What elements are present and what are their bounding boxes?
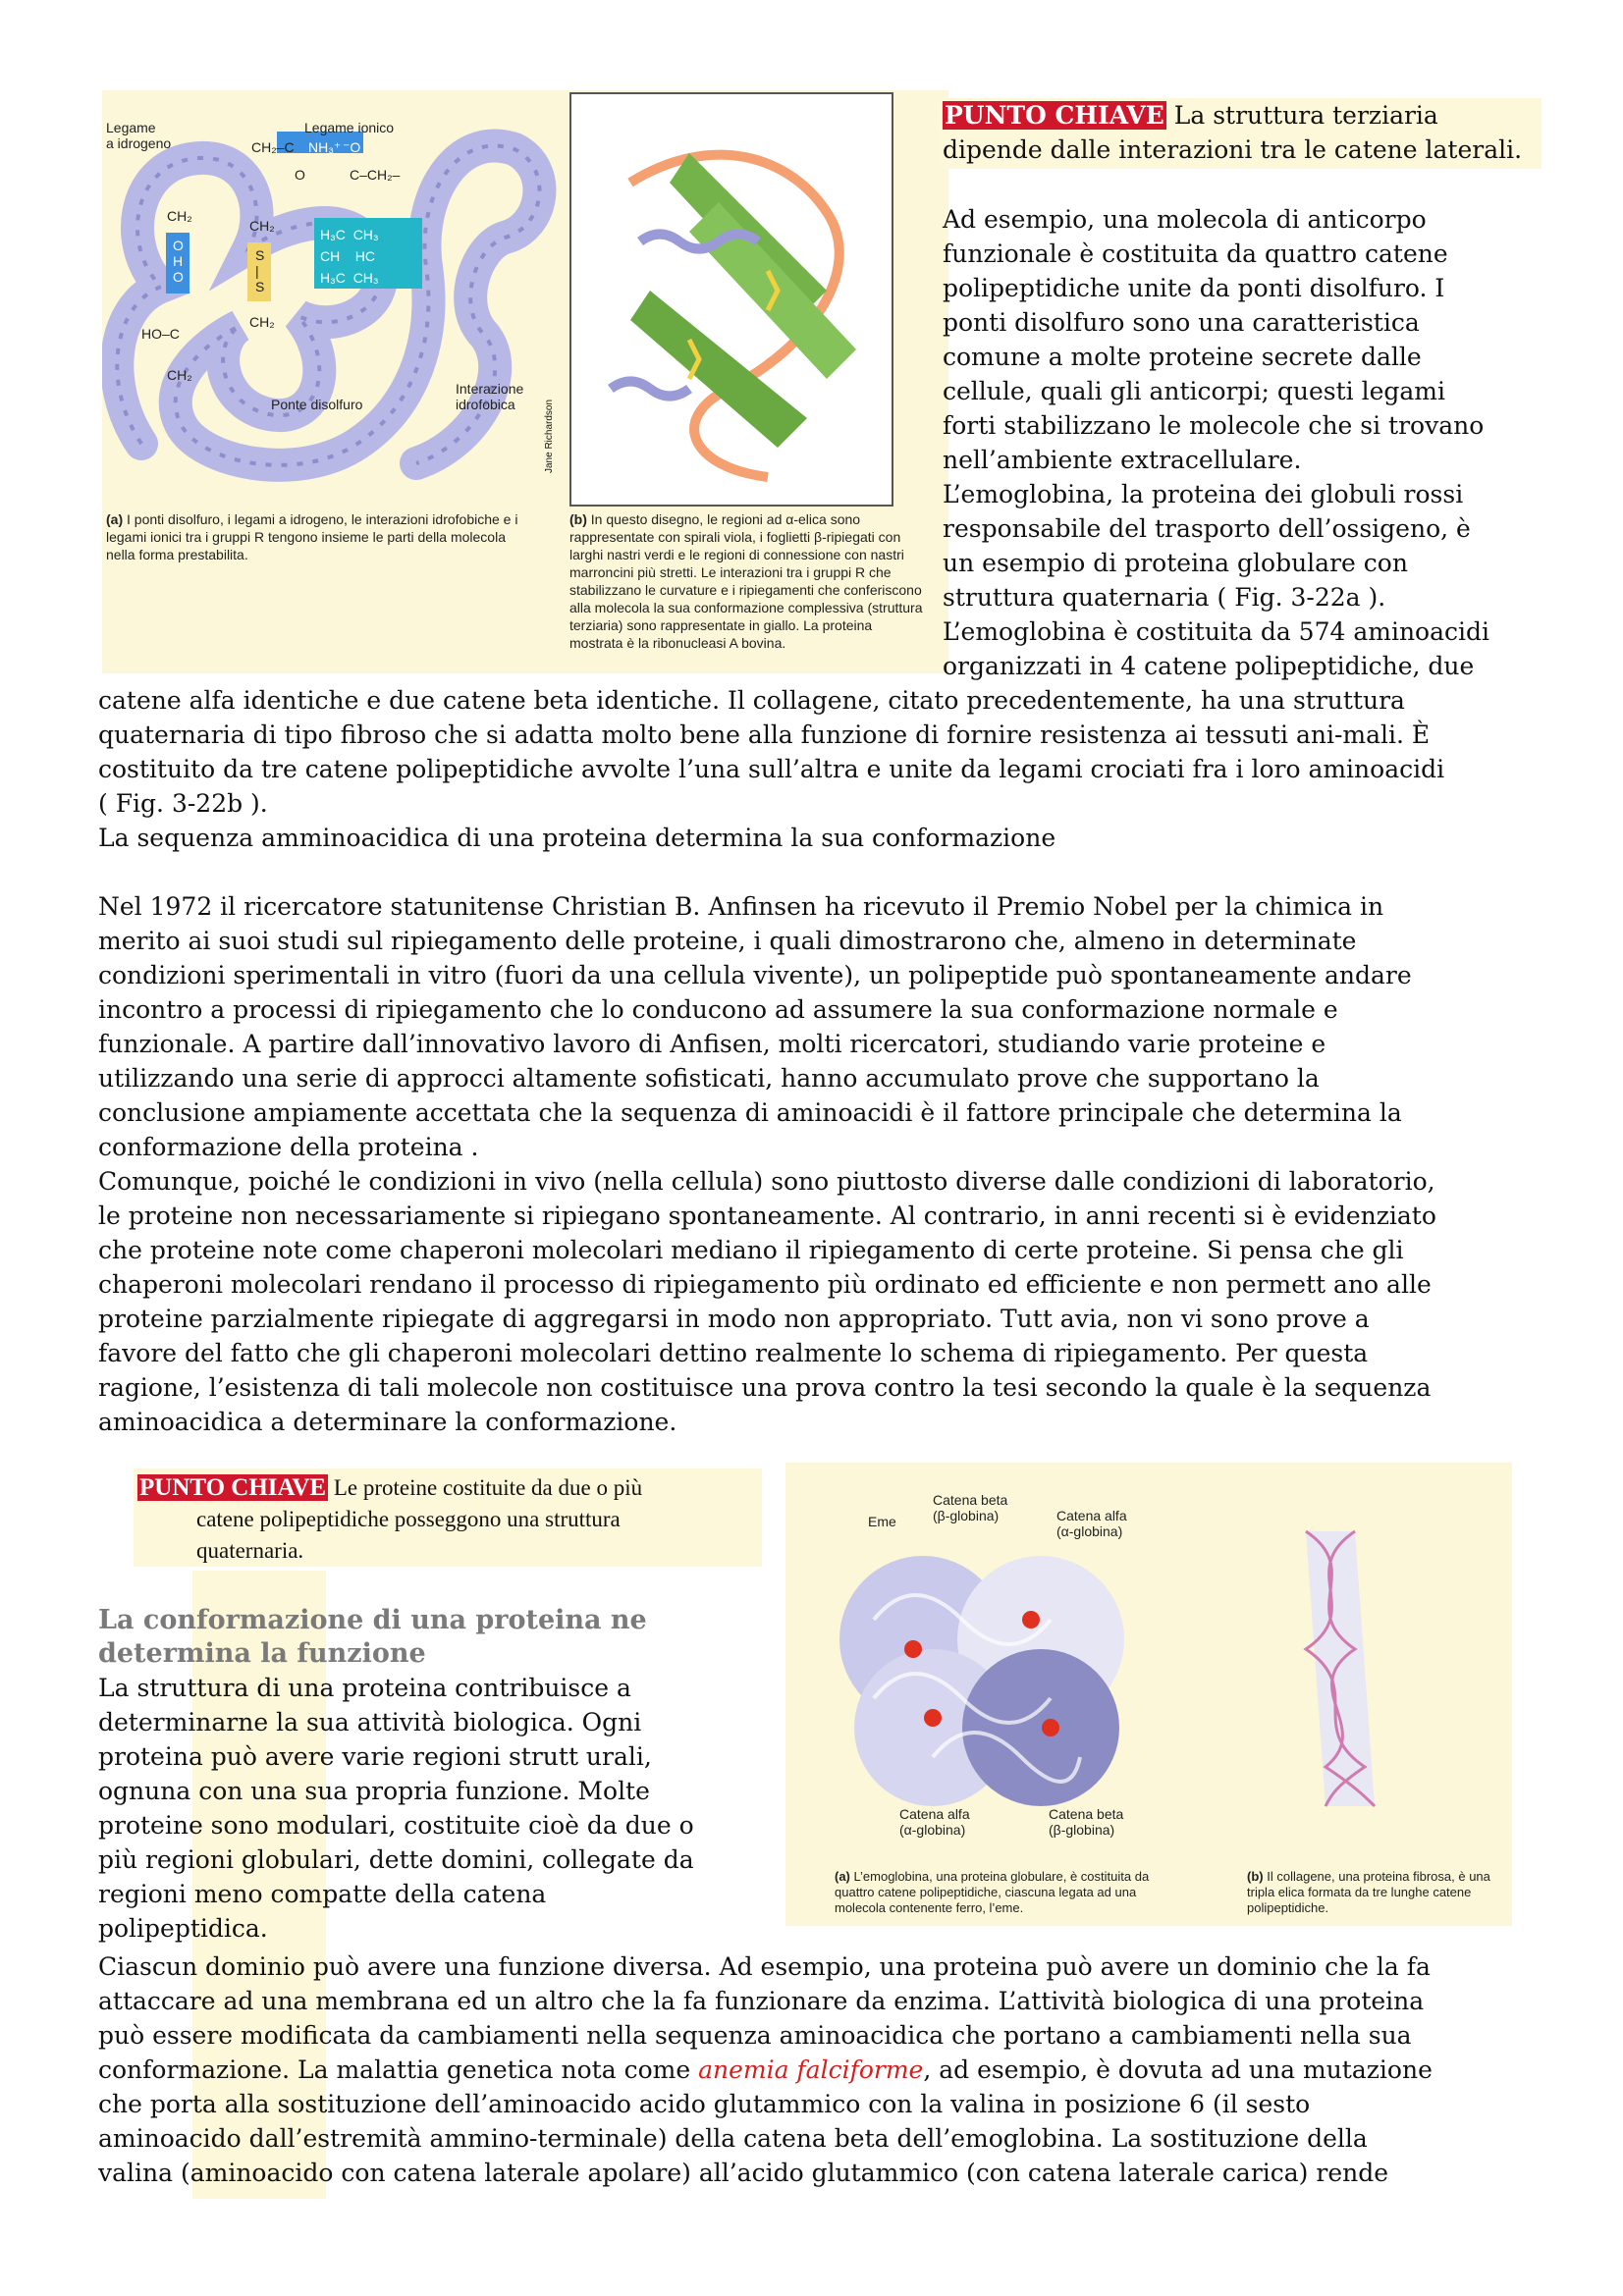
text-line: determinarne la sua attività biologica. Ogni bbox=[98, 1708, 642, 1736]
label-beta-bottom: Catena beta (β-globina) bbox=[1049, 1806, 1124, 1838]
paragraph-domains bbox=[98, 1949, 1551, 2190]
text-line: conformazione della proteina . bbox=[98, 1133, 479, 1161]
chem-ch2-left: CH₂ bbox=[167, 208, 192, 224]
chem-ho-c: HO–C bbox=[141, 326, 180, 342]
col-line: ponti disolfuro sono una caratteristica bbox=[943, 308, 1420, 337]
text-line: Comunque, poiché le condizioni in vivo (nella cellula) sono piuttosto diverse dalle condizioni di laboratorio, bbox=[98, 1167, 1435, 1196]
caption-a bbox=[106, 510, 518, 563]
text-line: proteine sono modulari, costituite cioè da due o bbox=[98, 1811, 694, 1840]
key-point-1-body: La struttura terziaria dipende dalle interazioni tra le catene laterali. bbox=[943, 101, 1523, 164]
text-line: costituito da tre catene polipeptidiche avvolte l’una sull’altra e unite da legami crociati fra i loro aminoacidi bbox=[98, 755, 1445, 783]
col-line: Ad esempio, una molecola di anticorpo bbox=[943, 205, 1427, 234]
section-heading-line1: La conformazione di una proteina ne bbox=[98, 1605, 647, 1635]
figure-tertiary-structure bbox=[102, 90, 948, 673]
label-beta-top: Catena beta (β-globina) bbox=[933, 1492, 1008, 1523]
credit-jane-richardson: Jane Richardson bbox=[544, 399, 555, 473]
text-line-sickle bbox=[98, 2053, 1551, 2087]
paragraph-collagen bbox=[98, 683, 1551, 855]
col-line: L’emoglobina è costituita da 574 aminoacidi bbox=[943, 617, 1489, 646]
text-conf-a: conformazione. La malattia genetica nota come bbox=[98, 2056, 699, 2084]
text-line: ragione, l’esistenza di tali molecole non costituisce una prova contro la tesi secondo la quale è la sequenza bbox=[98, 1373, 1432, 1402]
text-line: conclusione ampiamente accettata che la sequenza di aminoacidi è il fattore principale che determina la bbox=[98, 1098, 1402, 1127]
key-point-1-badge: PUNTO CHIAVE bbox=[945, 101, 1164, 130]
text-line: valina (aminoacido con catena laterale apolare) all’acido glutammico (con catena laterale carica) rende bbox=[98, 2159, 1389, 2187]
text-line: proteine parzialmente ripiegate di aggregarsi in modo non appropriato. Tutt avia, non vi sono prove a bbox=[98, 1305, 1370, 1333]
right-column-text bbox=[943, 202, 1571, 683]
col-line: polipeptidiche unite da ponti disolfuro. I bbox=[943, 274, 1445, 302]
chem-c-ch2: C–CH₂– bbox=[350, 167, 401, 183]
chem-oho: O H O bbox=[173, 238, 184, 285]
key-point-2-text bbox=[137, 1472, 766, 1567]
term-anemia-falciforme: anemia falciforme bbox=[698, 2056, 924, 2084]
section-subtitle: La sequenza amminoacidica di una proteina determina la sua conformazione bbox=[98, 824, 1056, 852]
text-line: chaperoni molecolari rendano il processo di ripiegamento più ordinato ed efficiente e non permett ano alle bbox=[98, 1270, 1432, 1299]
text-line: le proteine non necessariamente si ripiegano spontaneamente. Al contrario, in anni recenti si è evidenziato bbox=[98, 1201, 1436, 1230]
chem-ch2-bottom: CH₂ bbox=[167, 367, 192, 383]
text-line: catene alfa identiche e due catene beta identiche. Il collagene, citato precedentemente, ha una struttura bbox=[98, 686, 1405, 715]
text-line: utilizzando una serie di approcci altamente sofisticati, hanno accumulato prove che supportano la bbox=[98, 1064, 1320, 1093]
text-line: più regioni globulari, dette domini, collegate da bbox=[98, 1845, 694, 1874]
chem-nh3: NH₃⁺ bbox=[308, 139, 342, 155]
col-line: forti stabilizzano le molecole che si trovano bbox=[943, 411, 1485, 440]
label-ionic-bond: Legame ionico bbox=[304, 120, 395, 135]
key-point-2-line1: Le proteine costituite da due o più bbox=[333, 1475, 643, 1500]
chem-ch2-c: CH₂–C bbox=[251, 139, 295, 155]
caption-b-label: (b) bbox=[569, 511, 587, 527]
text-line: Nel 1972 il ricercatore statunitense Christian B. Anfinsen ha ricevuto il Premio Nobel per la chimica in bbox=[98, 892, 1384, 921]
caption-a-label: (a) bbox=[106, 511, 124, 527]
hemoglobin-illustration bbox=[815, 1531, 1168, 1826]
text-line: favore del fatto che gli chaperoni molecolari dettino realmente lo schema di ripiegamento. Per questa bbox=[98, 1339, 1369, 1367]
chem-s-s: S | S bbox=[255, 247, 265, 294]
text-line: aminoacido dall’estremità ammino-terminale) della catena beta dell’emoglobina. La sostituzione della bbox=[98, 2124, 1368, 2153]
text-line: quaternaria di tipo fibroso che si adatta molto bene alla funzione di fornire resistenza ai tessuti ani-mali. È bbox=[98, 721, 1431, 749]
chem-o-neg: ⁻O bbox=[343, 139, 361, 155]
text-line: condizioni sperimentali in vitro (fuori da una cellula vivente), un polipeptide può spontaneamente andare bbox=[98, 961, 1412, 989]
text-line: proteina può avere varie regioni strutt urali, bbox=[98, 1742, 652, 1771]
chem-o-double: O bbox=[295, 167, 305, 183]
label-hydrogen-bond: Legame a idrogeno bbox=[106, 120, 172, 151]
caption-collagen-label: (b) bbox=[1247, 1869, 1264, 1884]
figure-quaternary-structure bbox=[785, 1463, 1512, 1926]
chem-hydrophobic: H₃C CH₃ CH HC H₃C CH₃ bbox=[320, 227, 379, 286]
col-line: funzionale è costituita da quattro catene bbox=[943, 240, 1448, 268]
caption-hemoglobin-text: L’emoglobina, una proteina globulare, è costituita da quattro catene polipeptidiche, ciascuna legata ad una molecola contenente ferro, l’eme. bbox=[835, 1869, 1150, 1915]
text-line: ( Fig. 3-22b ). bbox=[98, 789, 268, 818]
ribonuclease-image bbox=[569, 92, 893, 507]
key-point-2-line3: quaternaria. bbox=[196, 1538, 304, 1563]
col-line: cellule, quali gli anticorpi; questi legami bbox=[943, 377, 1445, 405]
collagen-illustration bbox=[1276, 1522, 1384, 1816]
paragraph-anfinsen bbox=[98, 889, 1551, 1439]
caption-collagen-text: Il collagene, una proteina fibrosa, è una tripla elica formata da tre lunghe catene polipeptidiche. bbox=[1247, 1869, 1490, 1915]
text-line: ognuna con una sua propria funzione. Molte bbox=[98, 1777, 650, 1805]
text-line: merito ai suoi studi sul ripiegamento delle proteine, i quali dimostrarono che, almeno in determinate bbox=[98, 927, 1357, 955]
text-line: Ciascun dominio può avere una funzione diversa. Ad esempio, una proteina può avere un dominio che la fa bbox=[98, 1952, 1431, 1981]
label-eme: Eme bbox=[868, 1514, 896, 1529]
label-hydrophobic: Interazione idrofobica bbox=[456, 381, 524, 412]
section-heading-line2: determina la funzione bbox=[98, 1638, 426, 1669]
text-line: aminoacidica a determinare la conformazione. bbox=[98, 1408, 677, 1436]
key-point-2-line2: catene polipeptidiche posseggono una struttura bbox=[196, 1507, 621, 1531]
col-line: un esempio di proteina globulare con bbox=[943, 549, 1408, 577]
text-line: può essere modificata da cambiamenti nella sequenza aminoacidica che portano a cambiamenti nella sua bbox=[98, 2021, 1412, 2050]
section-function bbox=[98, 1604, 766, 1946]
caption-b-text: In questo disegno, le regioni ad α-elica sono rappresentate con spirali viola, i foglietti β-ripiegati con larghi nastri verdi e le regioni di connessione con nastri marroncini più stretti. Le interazioni tra i gruppi R che stabilizzano le curvature e i ripiegamenti che conferiscono alla molecola la sua conformazione complessiva (struttura terziaria) sono rappresentate in giallo. La proteina mostrata è la ribonucleasi A bovina. bbox=[569, 511, 923, 651]
caption-b bbox=[569, 510, 925, 652]
col-line: responsabile del trasporto dell’ossigeno, è bbox=[943, 514, 1471, 543]
text-line: incontro a processi di ripiegamento che lo conducono ad assumere la sua conformazione normale e bbox=[98, 995, 1338, 1024]
col-line: L’emoglobina, la proteina dei globuli rossi bbox=[943, 480, 1464, 508]
caption-a-text: I ponti disolfuro, i legami a idrogeno, le interazioni idrofobiche e i legami ionici tra i gruppi R tengono insieme le parti della molecola nella forma prestabilita. bbox=[106, 511, 518, 562]
chem-ch2-mid2: CH₂ bbox=[249, 314, 275, 330]
col-line: comune a molte proteine secrete dalle bbox=[943, 343, 1422, 371]
col-line: struttura quaternaria ( Fig. 3-22a ). bbox=[943, 583, 1386, 612]
label-alfa-top: Catena alfa (α-globina) bbox=[1056, 1508, 1127, 1539]
label-disulfide-bridge: Ponte disolfuro bbox=[271, 397, 363, 412]
text-line: che proteine note come chaperoni molecolari mediano il ripiegamento di certe proteine. Si pensa che gli bbox=[98, 1236, 1404, 1264]
ribbon-diagram bbox=[571, 94, 892, 505]
caption-collagen bbox=[1247, 1869, 1492, 1916]
label-alfa-bottom: Catena alfa (α-globina) bbox=[899, 1806, 970, 1838]
text-conf-b: , ad esempio, è dovuta ad una mutazione bbox=[923, 2056, 1433, 2084]
text-line: funzionale. A partire dall’innovativo lavoro di Anfisen, molti ricercatori, studiando varie proteine e bbox=[98, 1030, 1326, 1058]
key-point-1-text bbox=[943, 98, 1542, 167]
text-line: regioni meno compatte della catena bbox=[98, 1880, 547, 1908]
chem-ch2-mid: CH₂ bbox=[249, 218, 275, 234]
text-line: La struttura di una proteina contribuisce a bbox=[98, 1674, 631, 1702]
col-line: organizzati in 4 catene polipeptidiche, due bbox=[943, 652, 1475, 680]
key-point-2-badge: PUNTO CHIAVE bbox=[139, 1474, 327, 1501]
caption-hemoglobin bbox=[835, 1869, 1178, 1916]
text-line: attaccare ad una membrana ed un altro che la fa funzionare da enzima. L’attività biologica di una proteina bbox=[98, 1987, 1425, 2015]
col-line: nell’ambiente extracellulare. bbox=[943, 446, 1302, 474]
text-line: polipeptidica. bbox=[98, 1914, 268, 1943]
caption-hemoglobin-label: (a) bbox=[835, 1869, 850, 1884]
text-line: che porta alla sostituzione dell’aminoacido acido glutammico con la valina in posizione 6 (il sesto bbox=[98, 2090, 1311, 2118]
